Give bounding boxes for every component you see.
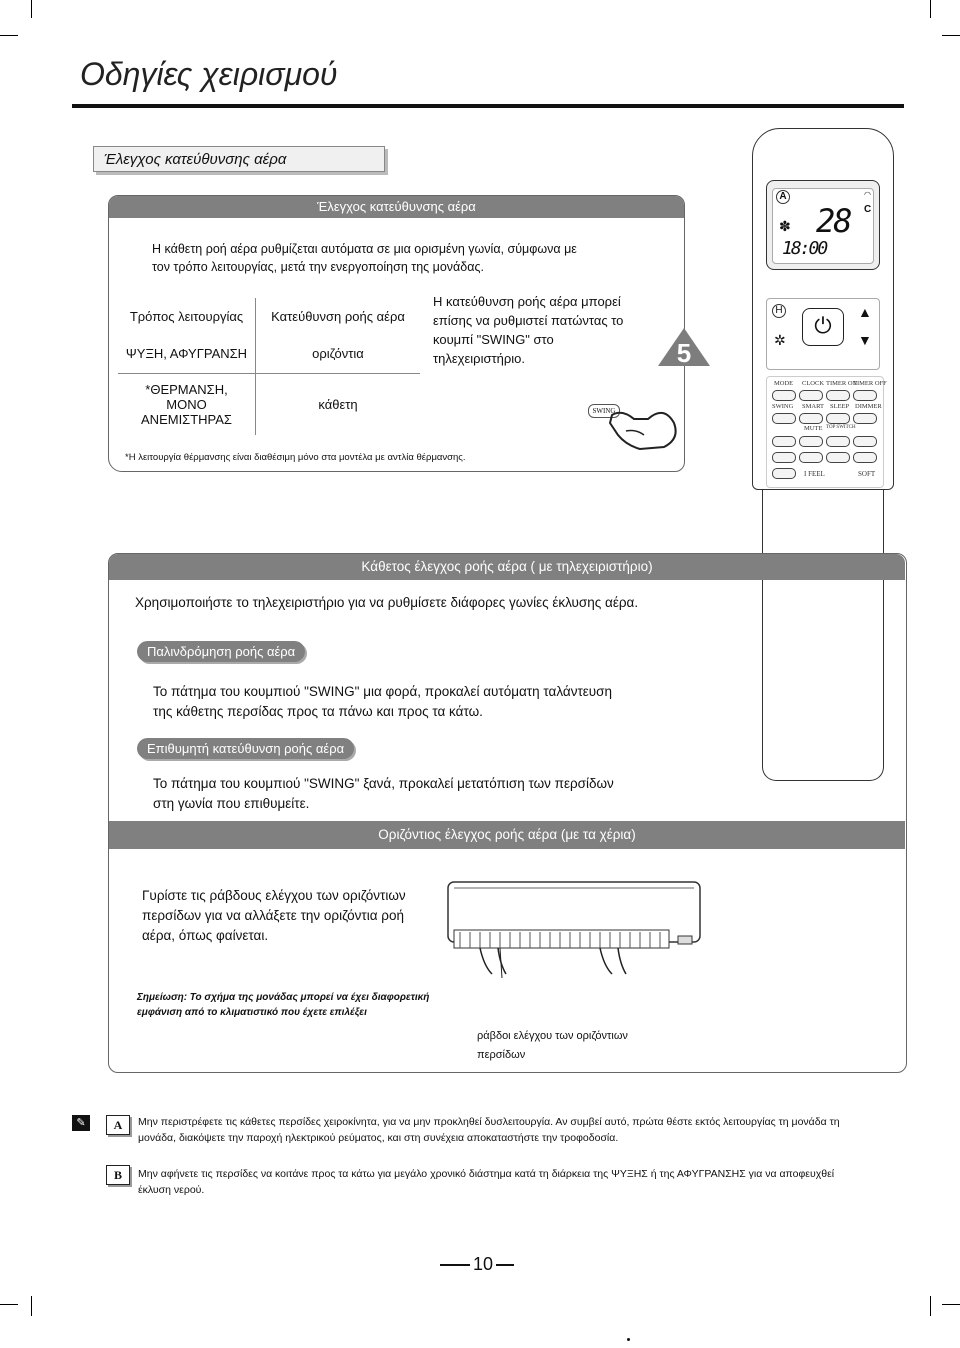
- i-feel-label: I FEEL: [804, 470, 825, 478]
- swing-oscillation-text: [153, 682, 612, 722]
- heat-mode-icon: H: [772, 304, 786, 318]
- note-line: Μην περιστρέφετε τις κάθετες περσίδες χειροκίνητα, για να μην προκληθεί δυσλειτουργία. Αν συμβεί αυτό, πρώτα θέστε εκτός λειτουργίας τη μονάδα τη: [138, 1116, 840, 1128]
- mute-button[interactable]: [799, 436, 823, 447]
- dimmer-button[interactable]: [853, 413, 877, 424]
- row1-mode: ΨΥΞΗ, ΑΦΥΓΡΑΝΣΗ: [125, 346, 248, 362]
- swing-note-line: κουμπί "SWING" στο: [433, 332, 554, 347]
- note-a-text: [138, 1114, 898, 1146]
- swing-note: [433, 292, 623, 368]
- up-arrow-button[interactable]: ▲: [858, 304, 872, 320]
- crop-mark: [942, 1304, 960, 1305]
- crop-mark: [930, 1296, 931, 1316]
- top-switch-button[interactable]: [826, 436, 850, 447]
- horizontal-flow-header: Οριζόντιος έλεγχος ροής αέρα (με τα χέρια): [109, 821, 905, 849]
- remote-temp-unit: C: [864, 204, 872, 215]
- remote-control: [752, 128, 892, 543]
- timer-off-label: TIMER OFF: [853, 380, 887, 387]
- note-line: Σημείωση: Το σχήμα της μονάδας μπορεί να έχει διαφορετική: [137, 992, 430, 1003]
- remote-button[interactable]: [772, 452, 796, 463]
- sleep-button[interactable]: [826, 413, 850, 424]
- intro-line: τον τρόπο λειτουργίας, μετά την ενεργοποίηση της μονάδας.: [152, 260, 484, 274]
- page-rule-right: [496, 1264, 514, 1266]
- row1-direction: οριζόντια: [312, 346, 364, 362]
- swing-label: SWING: [772, 403, 794, 410]
- timer-on-label: TIMER ON: [826, 380, 858, 387]
- dot: [627, 1338, 630, 1341]
- remote-button[interactable]: [853, 452, 877, 463]
- mode-direction-table: [118, 298, 420, 435]
- top-switch-label: TOP SWITCH: [826, 425, 856, 430]
- row2-mode: ΑΝΕΜΙΣΤΗΡΑΣ: [141, 411, 232, 427]
- text-line: Γυρίστε τις ράβδους ελέγχου των οριζόντιων: [142, 888, 406, 903]
- swing-note-line: επίσης να ρυθμιστεί πατώντας το: [433, 313, 624, 328]
- vertical-flow-header: Κάθετος έλεγχος ροής αέρα ( με τηλεχειριστήριο): [109, 554, 905, 580]
- mode-label: MODE: [774, 380, 794, 387]
- swing-button-illustration: SWING: [588, 404, 620, 418]
- page-number: 10: [473, 1254, 494, 1274]
- note-line: Μην αφήνετε τις περσίδες να κοιτάνε προς τα κάτω για μεγάλο χρονικό διάστημα κατά τη διάρκεια της ΨΥΞΗΣ ή της ΑΦΥΓΡΑΝΣΗΣ για να αποφευχθεί: [138, 1168, 835, 1180]
- caption-line: ράβδοι ελέγχου των οριζόντιων: [477, 1030, 628, 1042]
- remote-temperature: 28: [816, 202, 851, 240]
- section-heading: Έλεγχος κατεύθυνσης αέρα: [93, 146, 385, 172]
- clock-button[interactable]: [799, 390, 823, 401]
- swing-note-line: Η κατεύθυνση ροής αέρα μπορεί: [433, 294, 621, 309]
- remote-button[interactable]: [772, 468, 796, 479]
- intro-line: Η κάθετη ροή αέρα ρυθμίζεται αυτόματα σε μια ορισμένη γωνία, σύμφωνα με: [152, 242, 577, 256]
- mode-button[interactable]: [772, 390, 796, 401]
- power-button[interactable]: ⏻: [802, 308, 844, 346]
- swing-oscillation-pill: Παλινδρόμηση ροής αέρα: [137, 641, 305, 662]
- clock-label: CLOCK: [802, 380, 825, 387]
- remote-button[interactable]: [853, 436, 877, 447]
- indoor-unit-illustration: [440, 878, 710, 978]
- intro-text: [152, 240, 672, 276]
- crop-mark: [31, 1296, 32, 1316]
- desired-direction-text: [153, 774, 614, 814]
- desired-direction-pill: Επιθυμητή κατεύθυνση ροής αέρα: [137, 738, 354, 759]
- fan-icon: ✽: [779, 218, 791, 234]
- sleep-label: SLEEP: [830, 403, 850, 410]
- dimmer-label: DIMMER: [855, 403, 882, 410]
- col-header-direction: Κατεύθυνση ροής αέρα: [271, 309, 405, 325]
- step-number: 5: [676, 338, 692, 368]
- crop-mark: [0, 1304, 18, 1305]
- text-line: στη γωνία που επιθυμείτε.: [153, 796, 310, 811]
- down-arrow-button[interactable]: ▼: [858, 332, 872, 348]
- note-b-badge: B: [106, 1165, 130, 1185]
- remote-button[interactable]: [799, 452, 823, 463]
- text-line: αέρα, όπως φαίνεται.: [142, 928, 269, 943]
- note-a-badge: A: [106, 1115, 130, 1135]
- step-badge: [656, 326, 712, 368]
- smart-label: SMART: [802, 403, 825, 410]
- auto-mode-icon: A: [776, 190, 790, 204]
- text-line: της κάθετης περσίδας προς τα πάνω και προς τα κάτω.: [153, 704, 483, 719]
- crop-mark: [31, 0, 32, 18]
- remote-clock: 18:00: [782, 238, 827, 259]
- timer-on-button[interactable]: [826, 390, 850, 401]
- text-line: Το πάτημα του κουμπιού "SWING" μια φορά, προκαλεί αυτόματη ταλάντευση: [153, 684, 613, 699]
- swing-note-line: τηλεχειριστήριο.: [433, 351, 525, 366]
- vertical-flow-intro: Χρησιμοποιήστε το τηλεχειριστήριο για να ρυθμίσετε διάφορες γωνίες έκλυσης αέρα.: [135, 595, 639, 610]
- caption-line: περσίδων: [477, 1049, 526, 1061]
- smart-button[interactable]: [799, 413, 823, 424]
- pencil-icon: ✎: [72, 1115, 90, 1131]
- page-rule-left: [440, 1264, 470, 1266]
- swing-button[interactable]: [772, 413, 796, 424]
- note-b-text: [138, 1166, 898, 1198]
- row2-direction: κάθετη: [256, 373, 421, 435]
- cool-mode-icon: ✲: [774, 332, 786, 348]
- row2-mode: *ΘΕΡΜΑΝΣΗ,: [145, 381, 228, 397]
- note-line: εμφάνιση από το κλιματιστικό που έχετε επιλέξει: [137, 1007, 367, 1018]
- rod-caption: [477, 1027, 628, 1065]
- pressing-hand-icon: [604, 395, 684, 455]
- soft-label: SOFT: [858, 470, 876, 478]
- row2-mode: ΜΟΝΟ: [166, 396, 207, 412]
- crop-mark: [942, 35, 960, 36]
- crop-mark: [0, 35, 18, 36]
- crop-mark: [930, 0, 931, 18]
- mute-label: MUTE: [804, 425, 823, 432]
- page-title: Οδηγίες χειρισμού: [80, 56, 338, 92]
- note-line: μονάδα, διακόψετε την παροχή ηλεκτρικού ρεύματος, και στη συνέχεια αποκαταστήστε την τροφοδοσία.: [138, 1132, 619, 1144]
- text-line: Το πάτημα του κουμπιού "SWING" ξανά, προκαλεί μετατόπιση των περσίδων: [153, 776, 614, 791]
- panel-header: Έλεγχος κατεύθυνσης αέρα: [109, 196, 684, 218]
- footnote: *Η λειτουργία θέρμανσης είναι διαθέσιμη μόνο στα μοντέλα με αντλία θέρμανσης.: [125, 452, 466, 463]
- shape-note: [137, 990, 429, 1020]
- remote-button[interactable]: [826, 452, 850, 463]
- horizontal-flow-text: [142, 886, 406, 946]
- note-line: έκλυση νερού.: [138, 1184, 205, 1196]
- text-line: περσίδων για να αλλάξετε την οριζόντια ροή: [142, 908, 404, 923]
- remote-button[interactable]: [772, 436, 796, 447]
- timer-off-button[interactable]: [853, 390, 877, 401]
- signal-icon: ◠: [864, 190, 871, 199]
- col-header-mode: Τρόπος λειτουργίας: [129, 309, 244, 325]
